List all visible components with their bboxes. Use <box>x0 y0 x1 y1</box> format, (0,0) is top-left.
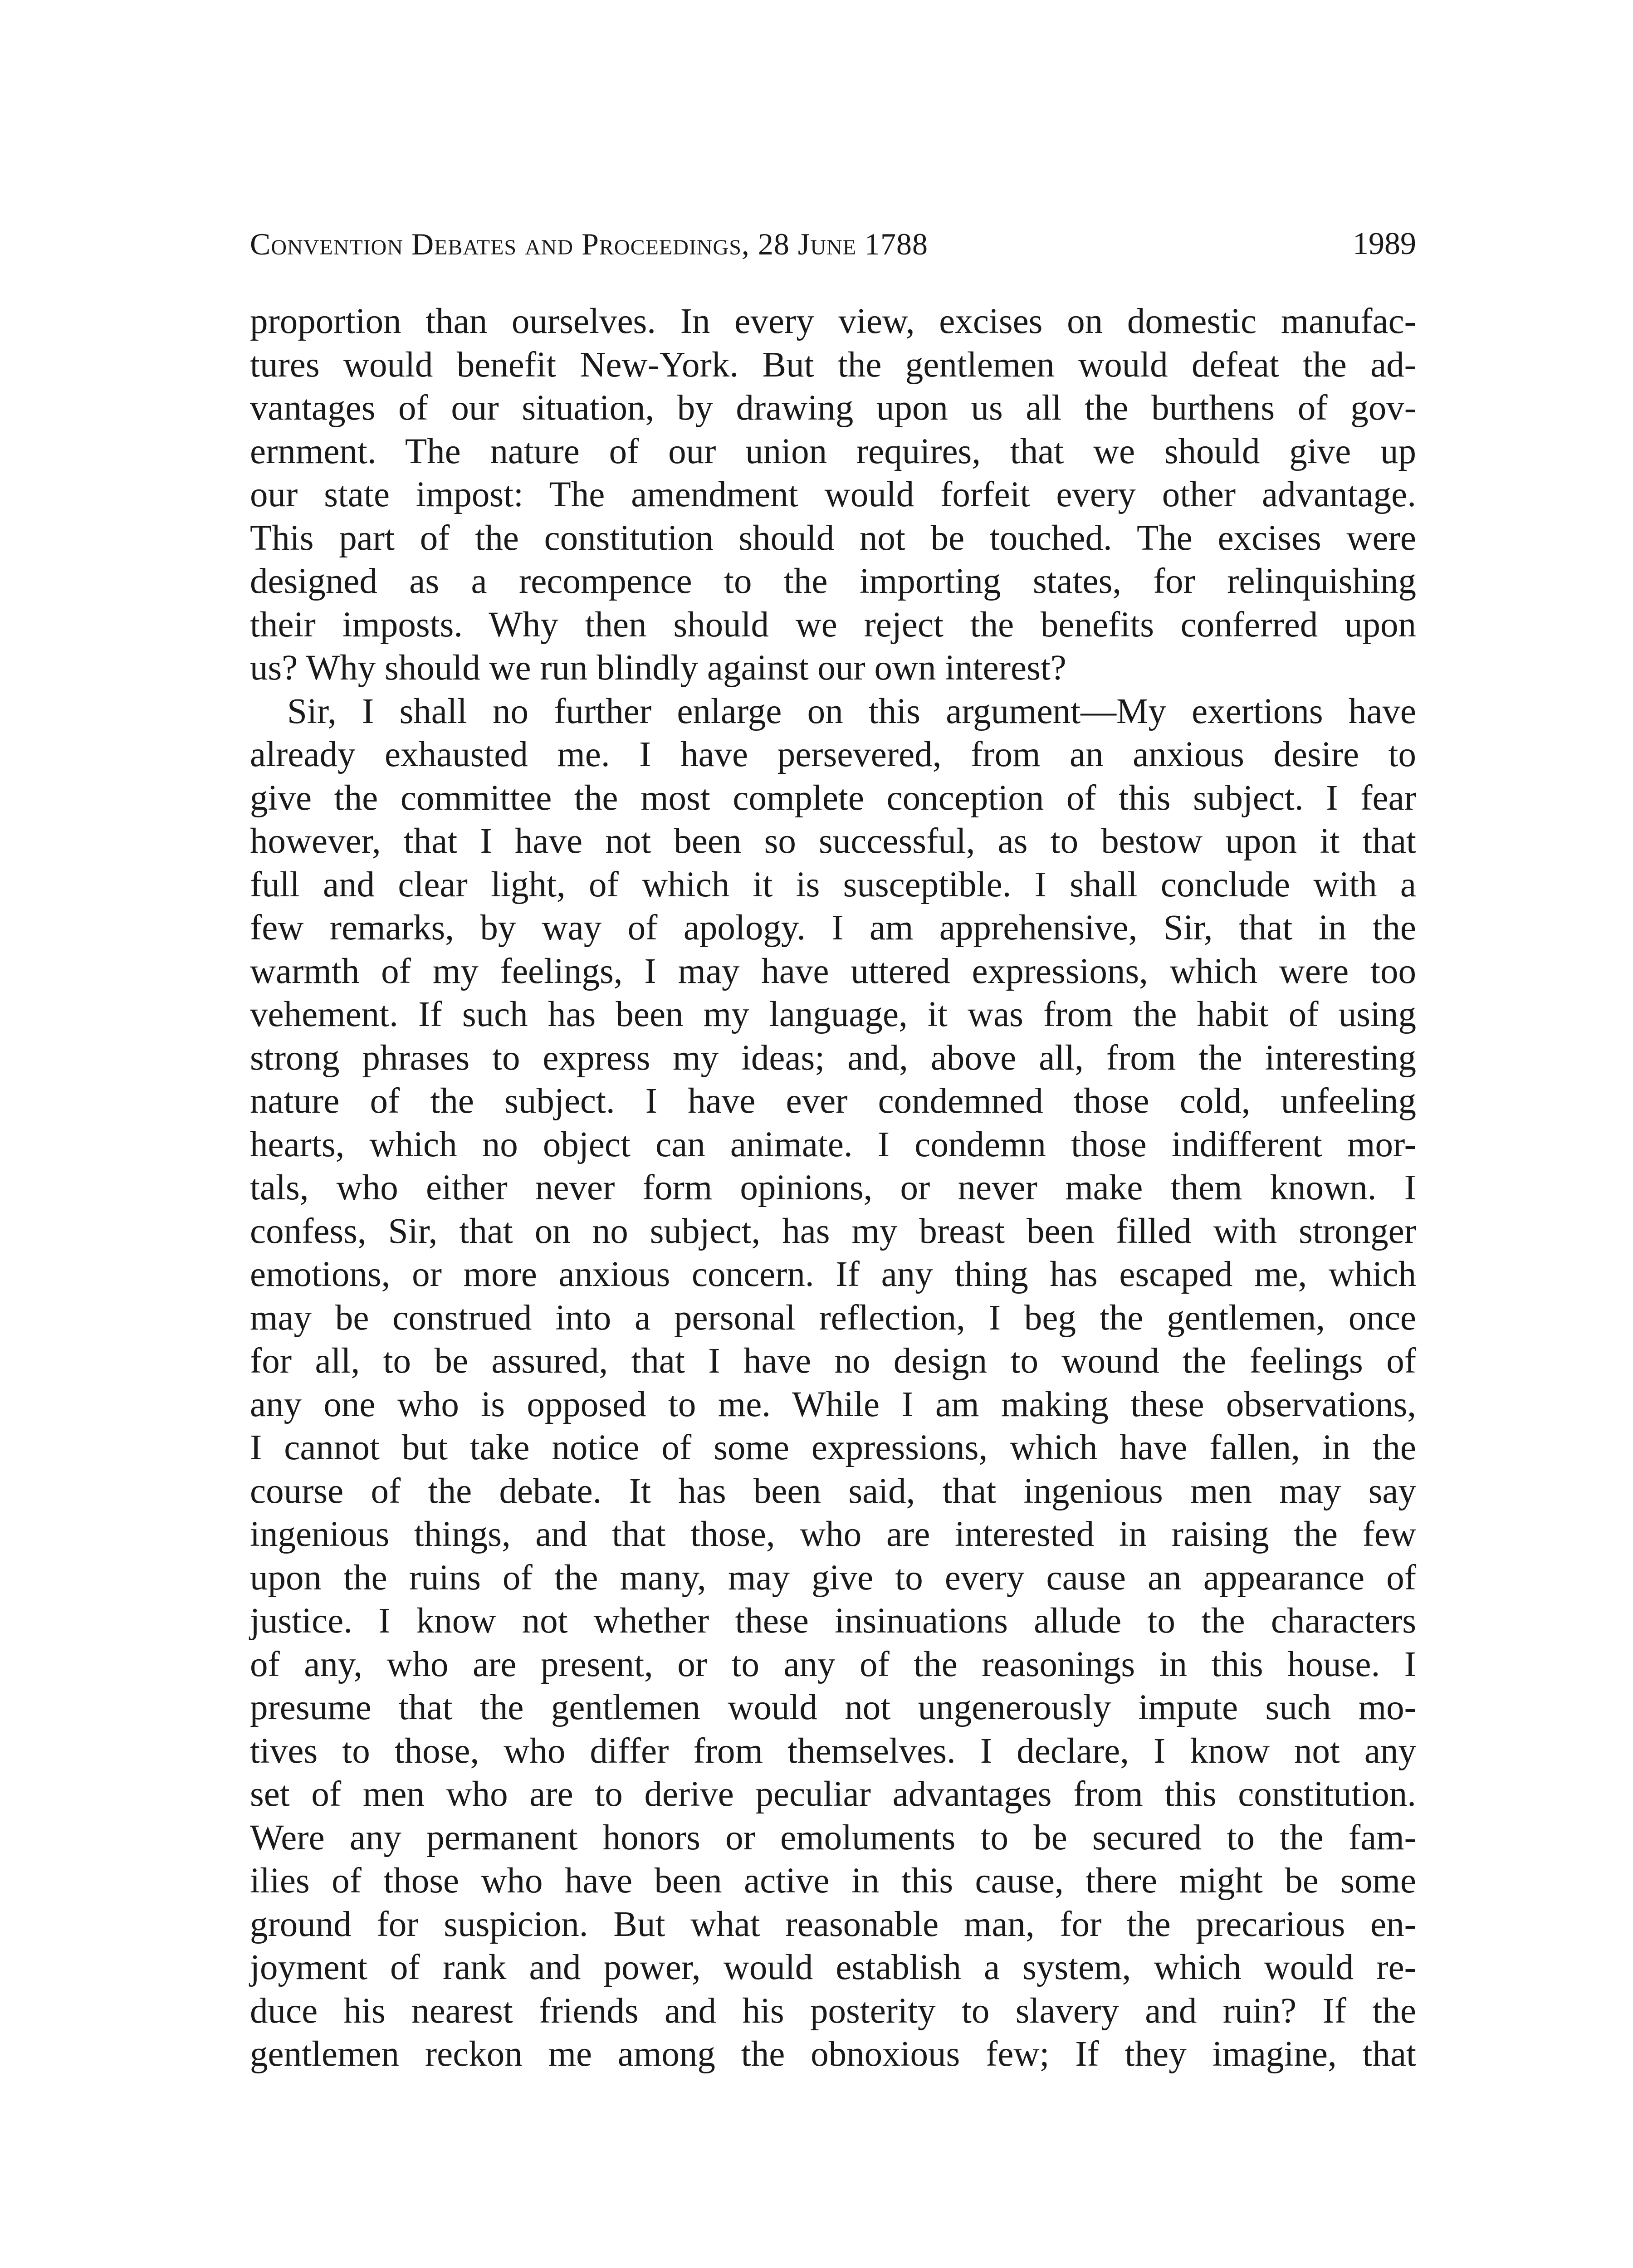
text-line: for all, to be assured, that I have no design to wound the feelings of <box>250 1341 1416 1381</box>
text-line: vantages of our situation, by drawing upon us all the burthens of gov- <box>250 388 1416 428</box>
text-line: duce his nearest friends and his posterity to slavery and ruin? If the <box>250 1991 1416 2031</box>
text-line: course of the debate. It has been said, that ingenious men may say <box>250 1471 1416 1511</box>
text-line: gentlemen reckon me among the obnoxious few; If they imagine, that <box>250 2034 1416 2074</box>
body-text <box>250 300 1416 2076</box>
text-line: This part of the constitution should not be touched. The excises were <box>250 518 1416 558</box>
text-line: ernment. The nature of our union requires, that we should give up <box>250 431 1416 471</box>
text-line: set of men who are to derive peculiar advantages from this constitution. <box>250 1774 1416 1814</box>
text-line: emotions, or more anxious concern. If any thing has escaped me, which <box>250 1255 1416 1294</box>
text-line: nature of the subject. I have ever condemned those cold, unfeeling <box>250 1081 1416 1121</box>
text-line: few remarks, by way of apology. I am apprehensive, Sir, that in the <box>250 908 1416 948</box>
text-line: however, that I have not been so successful, as to bestow upon it that <box>250 821 1416 861</box>
text-line: full and clear light, of which it is susceptible. I shall conclude with a <box>250 865 1416 904</box>
text-line: us? Why should we run blindly against our own interest? <box>250 648 1066 688</box>
text-line: hearts, which no object can animate. I condemn those indifferent mor- <box>250 1124 1416 1164</box>
text-line: Sir, I shall no further enlarge on this argument—My exertions have <box>287 691 1416 731</box>
text-line: give the committee the most complete conception of this subject. I fear <box>250 778 1416 818</box>
text-line: I cannot but take notice of some expressions, which have fallen, in the <box>250 1428 1416 1467</box>
text-line: warmth of my feelings, I may have uttered expressions, which were too <box>250 951 1416 991</box>
text-line: confess, Sir, that on no subject, has my breast been filled with stronger <box>250 1211 1416 1251</box>
text-line: ground for suspicion. But what reasonable man, for the precarious en- <box>250 1904 1416 1944</box>
text-line: joyment of rank and power, would establish a system, which would re- <box>250 1948 1416 1987</box>
text-line: may be construed into a personal reflection, I beg the gentlemen, once <box>250 1298 1416 1338</box>
text-line: their imposts. Why then should we reject the benefits conferred upon <box>250 605 1416 645</box>
text-line: Were any permanent honors or emoluments to be secured to the fam- <box>250 1818 1416 1857</box>
text-line: ingenious things, and that those, who are interested in raising the few <box>250 1515 1416 1554</box>
text-line: upon the ruins of the many, may give to every cause an appearance of <box>250 1558 1416 1598</box>
text-line: any one who is opposed to me. While I am making these observations, <box>250 1384 1416 1424</box>
text-line: justice. I know not whether these insinuations allude to the characters <box>250 1601 1416 1641</box>
text-line: strong phrases to express my ideas; and, above all, from the interesting <box>250 1038 1416 1078</box>
text-line: already exhausted me. I have persevered, from an anxious desire to <box>250 735 1416 774</box>
text-line: designed as a recompence to the importing states, for relinquishing <box>250 562 1416 601</box>
text-line: tals, who either never form opinions, or never make them known. I <box>250 1168 1416 1207</box>
text-line: our state impost: The amendment would forfeit every other advantage. <box>250 475 1416 514</box>
page-number: 1989 <box>1353 226 1416 261</box>
running-title: Convention Debates and Proceedings, 28 June 1788 <box>250 227 929 261</box>
text-line: ilies of those who have been active in this cause, there might be some <box>250 1861 1416 1901</box>
text-line: proportion than ourselves. In every view, excises on domestic manufac- <box>250 302 1416 341</box>
paragraph-2 <box>250 690 1416 2076</box>
text-line: tures would benefit New-York. But the gentlemen would defeat the ad- <box>250 345 1416 385</box>
text-line: of any, who are present, or to any of the reasonings in this house. I <box>250 1644 1416 1684</box>
running-head <box>250 221 1416 267</box>
text-line: tives to those, who differ from themselves. I declare, I know not any <box>250 1731 1416 1771</box>
paragraph-1 <box>250 300 1416 690</box>
text-line: presume that the gentlemen would not ungenerously impute such mo- <box>250 1688 1416 1727</box>
text-line: vehement. If such has been my language, it was from the habit of using <box>250 995 1416 1034</box>
